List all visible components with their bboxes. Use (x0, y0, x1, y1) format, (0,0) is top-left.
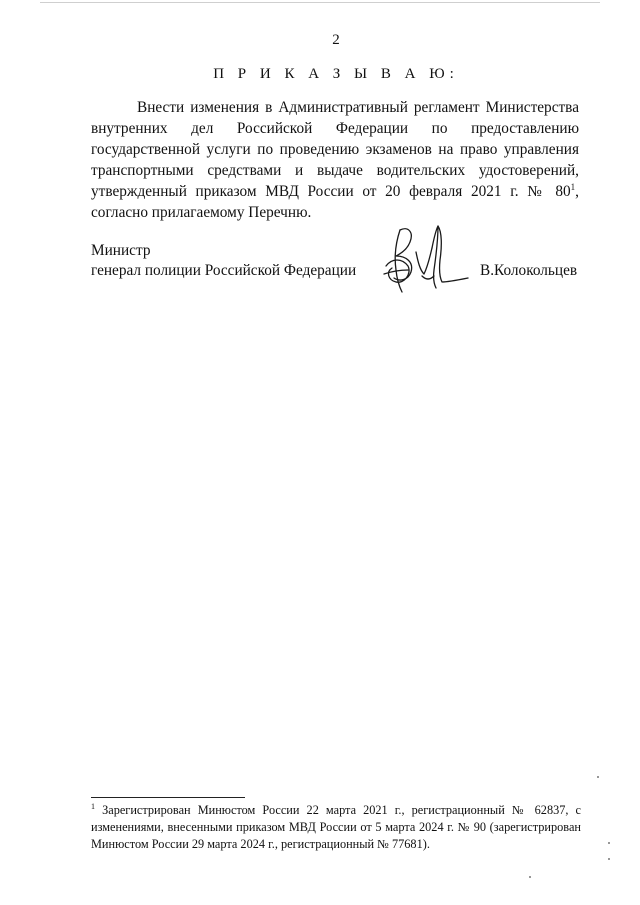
footnote-separator (91, 797, 245, 798)
order-body-paragraph (91, 97, 579, 223)
scan-speck (597, 776, 599, 778)
body-text-main: Внести изменения в Административный регламент Министерства внутренних дел Российской Федерации по предоставлению государственной услуги по проведению экзаменов на право управления транспортными средствами и выдаче водительских удостоверений, утвержденный приказом МВД России от 20 февраля 2021 г. № 80 (91, 99, 579, 200)
page-number: 2 (332, 32, 340, 48)
scan-speck (608, 842, 610, 844)
signer-rank: генерал полиции Российской Федерации (91, 262, 357, 279)
body-text-tail: , согласно прилагаемому Перечню. (91, 183, 579, 221)
footnote-text: Зарегистрирован Минюстом России 22 марта 2021 г., регистрационный № 62837, с изменениями, внесенными приказом МВД России от 5 марта 2024 г. № 90 (зарегистрирован Минюстом России 29 марта 2024 г., регистрационный № 77681). (91, 803, 581, 851)
top-edge-line (40, 2, 600, 3)
footnote (91, 802, 581, 853)
signer-title: Министр (91, 242, 151, 259)
signer-name: В.Колокольцев (480, 262, 578, 279)
footnote-reference: 1 (570, 181, 576, 192)
footnote-marker: 1 (91, 801, 95, 811)
scan-speck (529, 876, 531, 878)
handwritten-signature (378, 222, 470, 300)
order-heading: П Р И К А З Ы В А Ю: (213, 66, 459, 82)
scan-speck (608, 858, 610, 860)
